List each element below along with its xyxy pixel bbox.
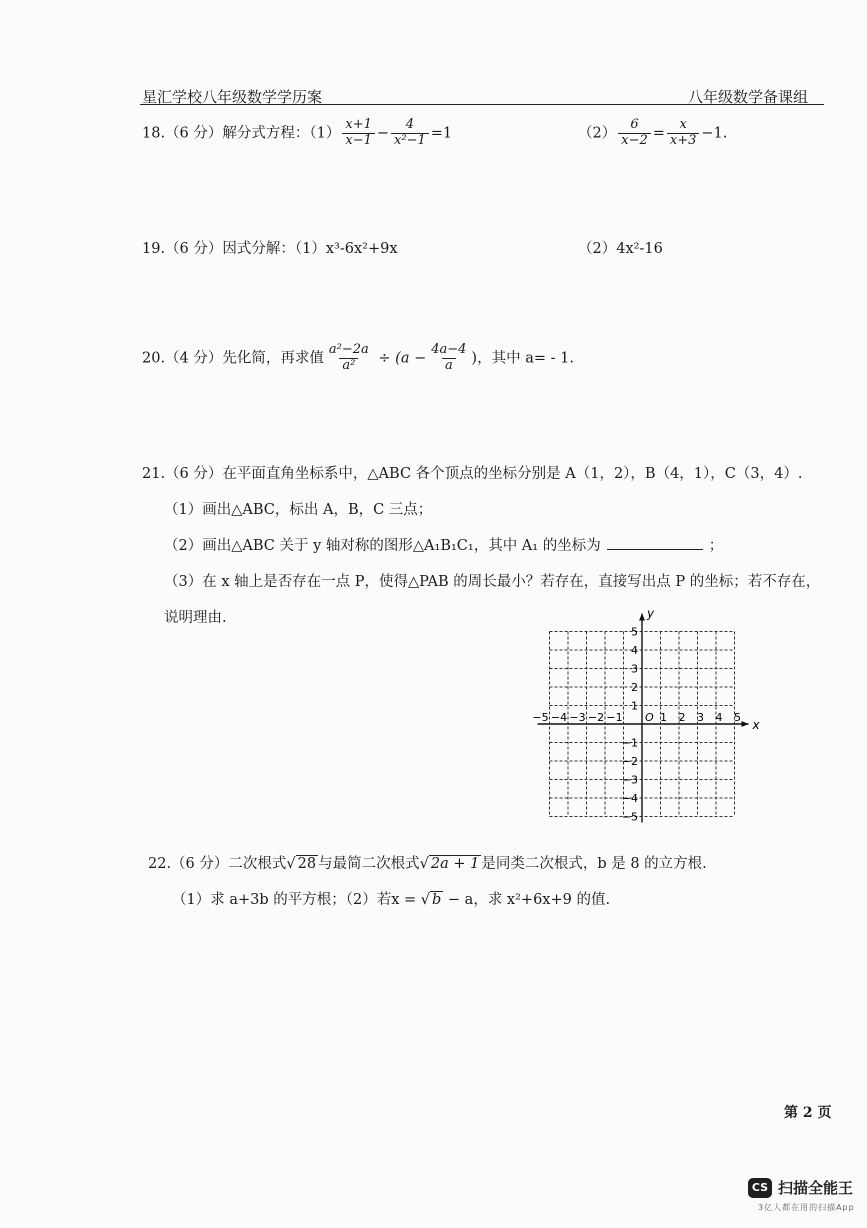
x-tick-label: −3 [569, 711, 586, 724]
y-tick-label: 5 [631, 625, 638, 639]
y-tick-label: −3 [621, 773, 638, 787]
y-axis-label: y [647, 606, 655, 621]
sqrt-symbol: √ [286, 856, 296, 872]
question-22-parts: （1）求 a+3b 的平方根；（2）若x = √ b − a，求 x²+6x+9 的值. [172, 892, 611, 908]
scanner-logo [748, 1177, 853, 1198]
question-20: 20.（4 分）先化简，再求值 $\frac{\text{a²−2a}}{\text{a²}}$ ÷ (a − $\frac{4a-4}{a}$ )，其中 a= - 1. [142, 342, 574, 373]
q18-fraction-3: $\frac{6}{x-2}$ [618, 118, 651, 149]
q18-label: 18.（6 分）解分式方程：（1） [142, 125, 341, 142]
tick-labels [532, 607, 760, 824]
q18-fraction-4: $\frac{x}{x+3}$ [667, 118, 700, 149]
question-21-part-3-cont: 说明理由. [164, 610, 227, 626]
x-axis-arrow-icon [742, 721, 749, 727]
sqrt-symbol: √ [420, 892, 431, 908]
x-tick-label: 1 [660, 711, 667, 724]
x-tick-label: 4 [715, 711, 723, 724]
page-number: 第 2 页 [784, 1105, 832, 1121]
q18-fraction-2: $\frac{4}{\text{x²−1}}$ [391, 118, 429, 149]
question-21-stem: 21.（6 分）在平面直角坐标系中，△ABC 各个顶点的坐标分别是 A（1，2），B（4，1），C（3，4）. [142, 466, 803, 482]
x-tick-label: 3 [697, 711, 704, 724]
sqrt-symbol: √ [419, 856, 429, 872]
question-18: 18.（6 分）解分式方程：（1） $\frac{x+1}{x-1}$ − $\frac{4}{\text{x²−1}}$ =1 [142, 117, 453, 148]
coordinate-grid [530, 596, 770, 836]
x-tick-label: −1 [606, 711, 623, 724]
y-tick-label: 1 [631, 699, 638, 713]
question-21-part-3: （3）在 x 轴上是否存在一点 P，使得△PAB 的周长最小？若存在，直接写出点 P 的坐标；若不存在， [164, 574, 821, 590]
y-tick-label: −5 [621, 810, 638, 824]
y-axis-arrow-icon [639, 614, 645, 621]
y-tick-label: −4 [621, 792, 638, 805]
origin-label: O [645, 711, 654, 724]
question-22: 22.（6 分）二次根式√ 28 与最简二次根式√ 2a + 1 是同类二次根式，b 是 8 的立方根. [148, 856, 707, 872]
x-tick-label: −5 [532, 711, 549, 724]
scanner-tagline: 3亿人都在用的扫描App [758, 1203, 855, 1212]
y-tick-label: 3 [631, 662, 638, 676]
scanner-name: 扫描全能王 [778, 1179, 854, 1197]
question-18-part-2: （2） $\frac{6}{x-2}$ = $\frac{x}{x+3}$ −1. [578, 117, 728, 148]
y-tick-label: 2 [631, 681, 638, 694]
q20-fraction-2: $\frac{4a-4}{a}$ [431, 342, 467, 373]
question-19: 19.（6 分）因式分解：（1）x³-6x²+9x [142, 241, 398, 257]
header-right: 八年级数学备课组 [688, 88, 809, 106]
y-tick-label: −1 [621, 736, 638, 750]
question-21-part-2: （2）画出△ABC 关于 y 轴对称的图形△A₁B₁C₁，其中 A₁ 的坐标为 ； [164, 534, 723, 555]
q20-fraction-1: $\frac{\text{a²−2a}}{\text{a²}}$ [328, 342, 369, 373]
header-rule [140, 104, 824, 105]
scanner-badge-icon: CS [748, 1178, 772, 1198]
question-19-part-2: （2）4x²-16 [578, 241, 663, 257]
x-tick-label: 5 [734, 711, 741, 724]
question-21-part-1: （1）画出△ABC，标出 A，B，C 三点； [164, 502, 433, 518]
x-axis-label: x [752, 718, 760, 732]
x-tick-label: −2 [587, 711, 605, 724]
answer-blank[interactable] [607, 535, 703, 550]
x-tick-label: −4 [550, 711, 568, 724]
header-left: 星汇学校八年级数学学历案 [142, 88, 323, 106]
y-tick-label: −2 [621, 755, 638, 768]
y-tick-label: 4 [631, 644, 638, 657]
q18-fraction-1: $\frac{x+1}{x-1}$ [342, 118, 375, 149]
x-tick-label: 2 [678, 711, 686, 724]
